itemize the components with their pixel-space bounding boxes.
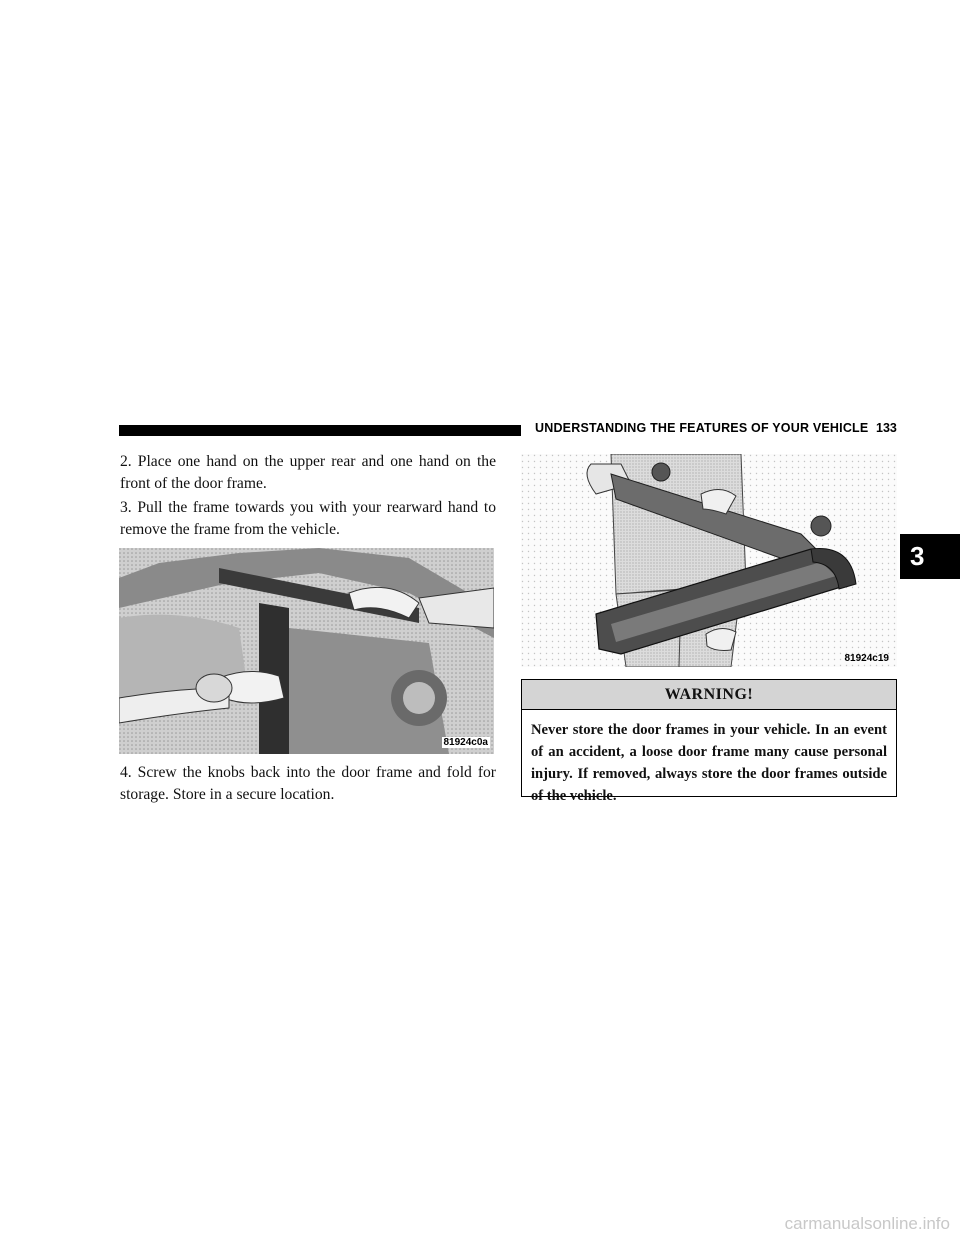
door-frame-removal-illustration (119, 548, 494, 754)
watermark: carmanualsonline.info (784, 1214, 950, 1233)
section-title: UNDERSTANDING THE FEATURES OF YOUR VEHICLE (535, 421, 869, 435)
folded-door-frame-illustration (521, 454, 897, 667)
person-holding-frame-drawing (521, 454, 897, 667)
step-4-text: 4. Screw the knobs back into the door frame and fold for storage. Store in a secure location. (120, 764, 496, 803)
header-rule (119, 425, 521, 436)
figure-code-left: 81924c0a (443, 737, 488, 748)
page-number: 133 (876, 421, 897, 435)
step-3-text: 3. Pull the frame towards you with your rearward hand to remove the frame from the vehicle. (120, 499, 496, 538)
warning-box (521, 679, 897, 804)
warning-title: WARNING! (522, 680, 896, 710)
warning-text: Never store the door frames in your vehicle. In an event of an accident, a loose door frame many cause personal injury. If removed, always store the door frames outside of the vehicle. (531, 722, 887, 804)
chapter-tab: 3 (900, 534, 960, 579)
step-2-text: 2. Place one hand on the upper rear and one hand on the front of the door frame. (120, 453, 496, 492)
vehicle-interior-drawing (119, 548, 494, 754)
figure-code-right: 81924c19 (844, 653, 889, 664)
